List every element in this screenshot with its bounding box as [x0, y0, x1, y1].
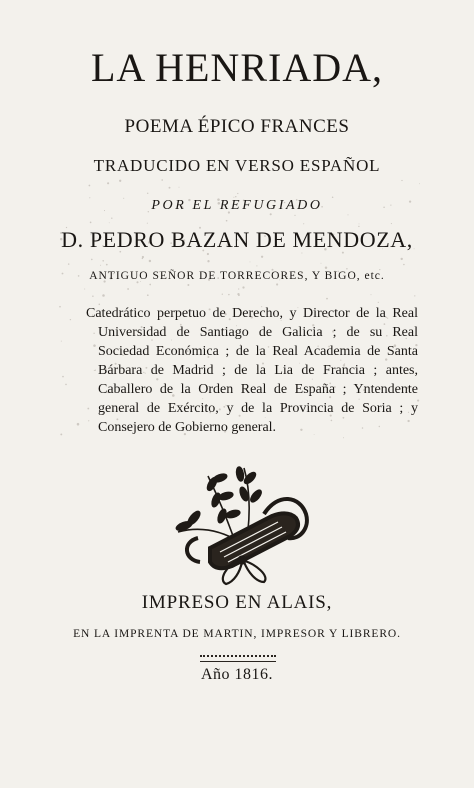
place-of-printing: IMPRESO EN ALAIS, [141, 592, 333, 613]
author-credentials [86, 304, 418, 437]
publication-year: Año 1816. [200, 666, 274, 683]
ornamental-rule [200, 655, 276, 662]
author-former-title: ANTIGUO SEÑOR DE TORRECORES, Y BIGO, etc. [89, 270, 385, 282]
book-title: LA HENRIADA, [91, 45, 383, 90]
translation-line: TRADUCIDO EN VERSO ESPAÑOL [93, 156, 381, 175]
credentials-text: Catedrático perpetuo de Derecho, y Director de la Real Universidad de Santiago de Galicia ; de su Real Sociedad Económica ; de la Real Academia de Santa Bárbara de Madrid ; de la Lia de Francia ; antes, Caballero de la Orden Real de España ; Yntendente general de Exército, y de la Provincia de Soria ; y Consejero de Gobierno general. [86, 306, 418, 435]
lyre-ornament-icon [160, 456, 320, 586]
by-line: POR EL REFUGIADO [151, 198, 323, 213]
printer-line: EN LA IMPRENTA DE MARTIN, IMPRESOR Y LIBRERO. [73, 628, 401, 640]
author-name: D. PEDRO BAZAN DE MENDOZA, [61, 227, 413, 252]
book-subtitle: POEMA ÉPICO FRANCES [124, 116, 350, 137]
